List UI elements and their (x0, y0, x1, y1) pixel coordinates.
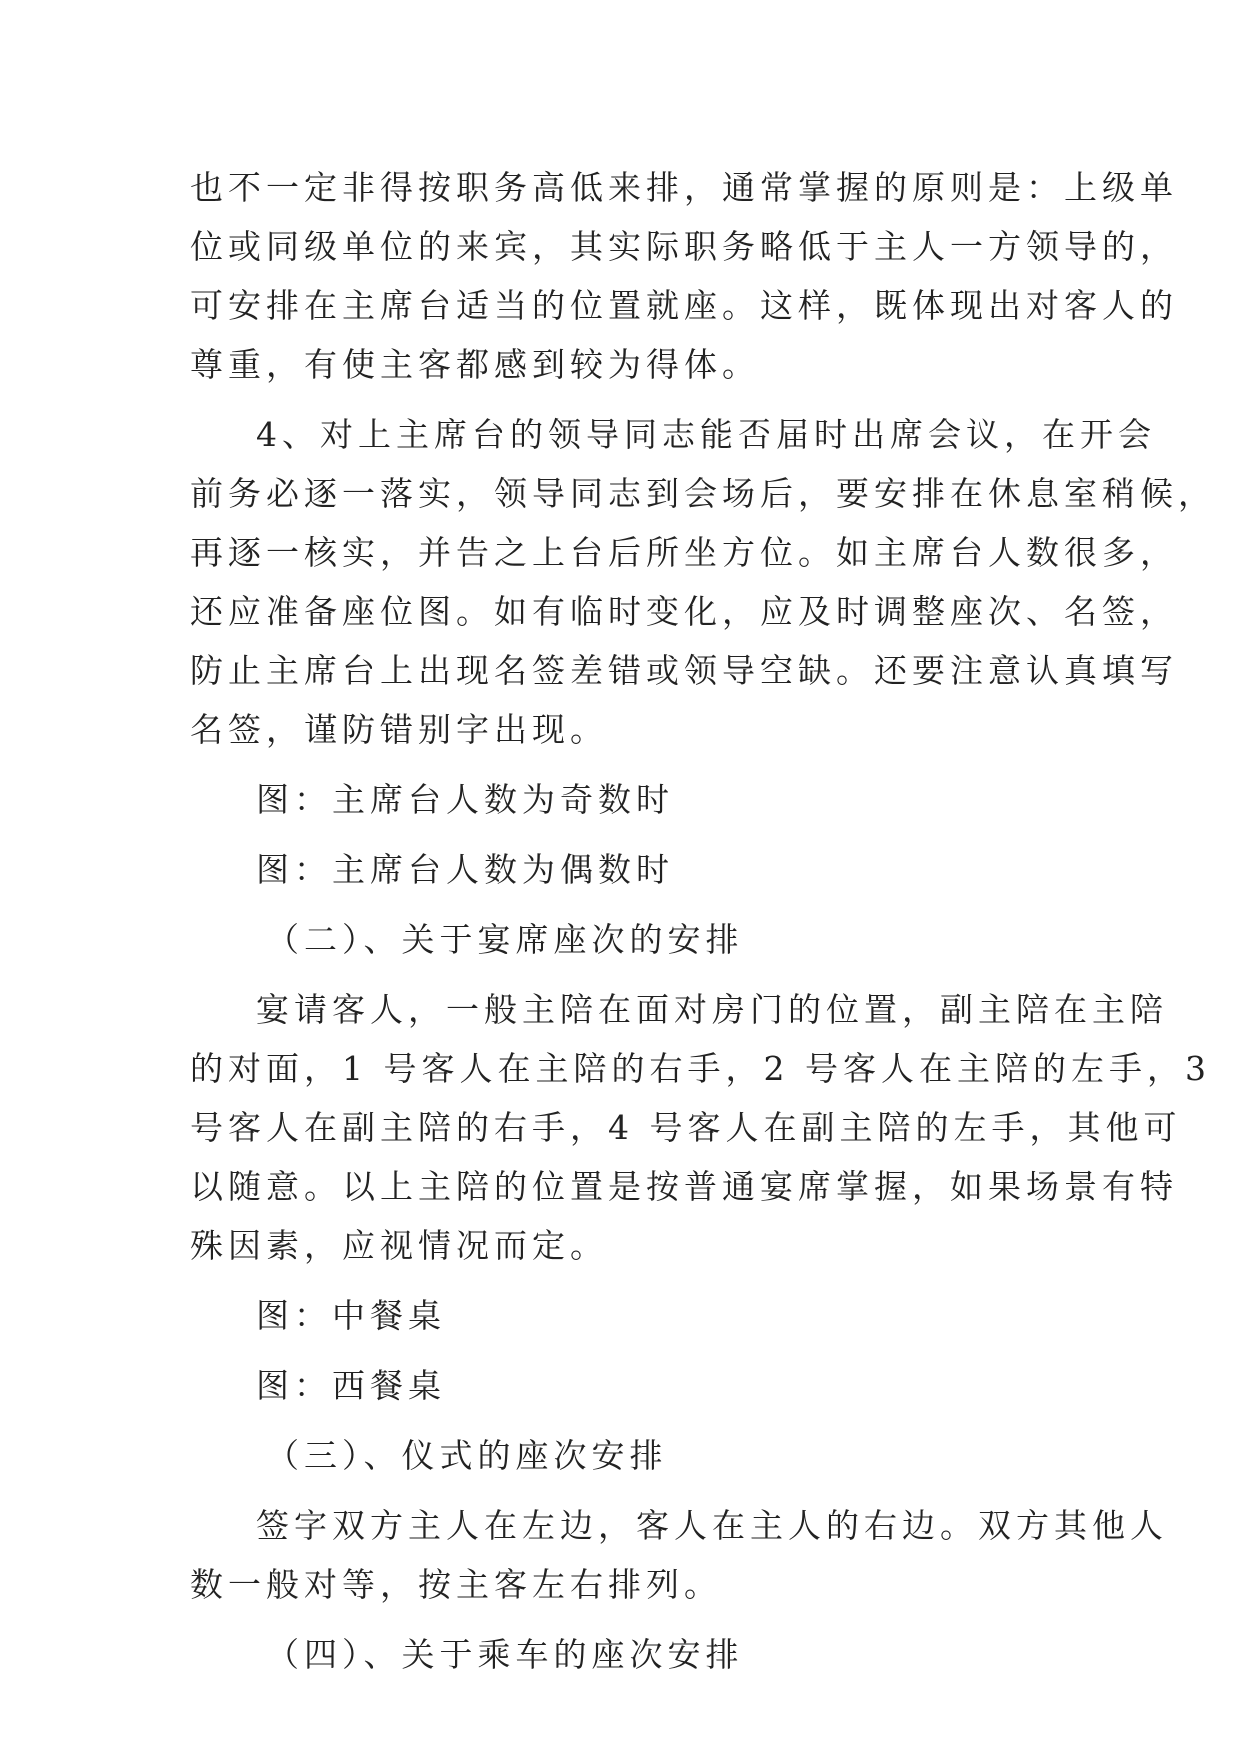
text-line: 名签，谨防错别字出现。 (190, 710, 608, 749)
paragraph-banquet (190, 980, 1211, 1275)
document-body (190, 158, 1216, 1684)
text-line: 以随意。以上主陪的位置是按普通宴席掌握，如果场景有特 (190, 1167, 1178, 1206)
figure-caption: 图：西餐桌 (256, 1366, 446, 1405)
text-line: 殊因素，应视情况而定。 (190, 1226, 608, 1265)
text-line: 号客人在副主陪的右手，4 号客人在副主陪的左手，其他可 (190, 1108, 1182, 1147)
figure-caption-odd (190, 770, 1060, 829)
section-heading-4 (190, 1625, 1060, 1684)
section-heading: （二）、关于宴席座次的安排 (266, 920, 744, 959)
text-line: 数一般对等，按主客左右排列。 (190, 1565, 722, 1604)
section-heading-2 (190, 910, 1060, 969)
figure-caption: 图：中餐桌 (256, 1296, 446, 1335)
figure-caption-chinese-table (190, 1286, 1060, 1345)
text-line: 前务必逐一落实，领导同志到会场后，要安排在休息室稍候， (190, 474, 1216, 513)
text-line: 尊重，有使主客都感到较为得体。 (190, 345, 760, 384)
text-line: 再逐一核实，并告之上台后所坐方位。如主席台人数很多， (190, 533, 1178, 572)
text-line: 还应准备座位图。如有临时变化，应及时调整座次、名签， (190, 592, 1178, 631)
figure-caption: 图：主席台人数为奇数时 (256, 780, 674, 819)
section-heading-3 (190, 1426, 1060, 1485)
paragraph-1 (190, 158, 1178, 394)
paragraph-2 (190, 405, 1216, 759)
text-line: 也不一定非得按职务高低来排，通常掌握的原则是：上级单 (190, 168, 1178, 207)
text-line: 防止主席台上出现名签差错或领导空缺。还要注意认真填写 (190, 651, 1178, 690)
section-heading: （四）、关于乘车的座次安排 (266, 1635, 744, 1674)
text-line: 签字双方主人在左边，客人在主人的右边。双方其他人 (256, 1506, 1168, 1545)
figure-caption-western-table (190, 1356, 1060, 1415)
figure-caption: 图：主席台人数为偶数时 (256, 850, 674, 889)
paragraph-ceremony (190, 1496, 1168, 1614)
text-line: 的对面，1 号客人在主陪的右手，2 号客人在主陪的左手，3 (190, 1049, 1211, 1088)
text-line: 可安排在主席台适当的位置就座。这样，既体现出对客人的 (190, 286, 1178, 325)
section-heading: （三）、仪式的座次安排 (266, 1436, 668, 1475)
text-line: 位或同级单位的来宾，其实际职务略低于主人一方领导的， (190, 227, 1178, 266)
text-line: 宴请客人，一般主陪在面对房门的位置，副主陪在主陪 (256, 990, 1168, 1029)
text-line: 4、对上主席台的领导同志能否届时出席会议，在开会 (256, 415, 1156, 454)
figure-caption-even (190, 840, 1060, 899)
